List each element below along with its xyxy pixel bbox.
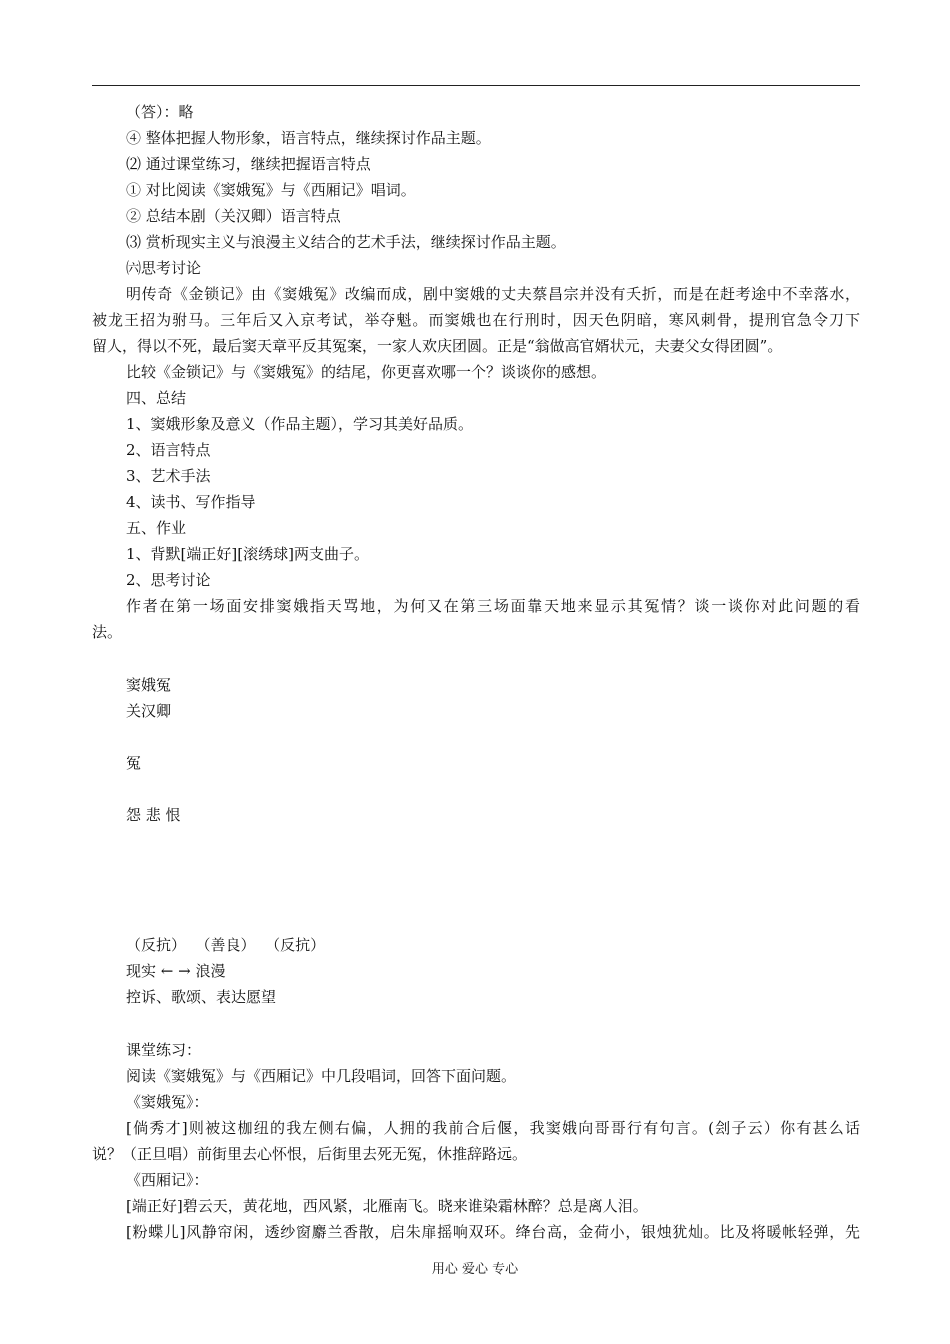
board-author: 关汉卿 [126, 702, 172, 720]
list-item: 2、思考讨论 [126, 571, 211, 589]
board-emotions: 怨 悲 恨 [126, 806, 181, 824]
paragraph-line: 法。 [92, 623, 123, 641]
quote-line: [倘秀才]则被这枷纽的我左侧右偏，人拥的我前合后偃，我窦娥向哥哥行有句言。(刽子云）你有甚么话 [126, 1119, 860, 1137]
board-center: 冤 [126, 754, 142, 772]
homework-heading: 五、作业 [126, 519, 187, 537]
step-c1: ① 对比阅读《窦娥冤》与《西厢记》唱词。 [126, 181, 416, 199]
step-4: ④ 整体把握人物形象，语言特点，继续探讨作品主题。 [126, 129, 491, 147]
answer-line: （答）：略 [126, 103, 194, 121]
list-item: 1、窦娥形象及意义（作品主题），学习其美好品质。 [126, 415, 474, 433]
exercise-label: 课堂练习： [126, 1041, 202, 1059]
quote-line: [粉蝶儿]风静帘闲，透纱窗麝兰香散，启朱扉摇响双环。绛台高，金荷小，银烛犹灿。比及将暖帐轻弹，先 [126, 1223, 860, 1241]
paragraph-line: 留人，得以不死，最后窦天章平反其冤案，一家人欢庆团圆。正是“翁做高官婿状元，夫妻父女得团圆”。 [92, 337, 783, 355]
list-item: 2、语言特点 [126, 441, 211, 459]
list-item: 3、艺术手法 [126, 467, 211, 485]
summary-heading: 四、总结 [126, 389, 187, 407]
board-traits: （反抗） （善良） （反抗） [126, 936, 326, 954]
step-b6: ㈥思考讨论 [126, 259, 202, 277]
quote-line: 说？（正旦唱）前街里去心怀恨，后街里去死无冤，休推辞路远。 [92, 1145, 528, 1163]
paragraph-line: 比较《金锁记》与《窦娥冤》的结尾，你更喜欢哪一个？谈谈你的感想。 [126, 363, 607, 381]
step-b2: ⑵ 通过课堂练习，继续把握语言特点 [126, 155, 371, 173]
step-b3: ⑶ 赏析现实主义与浪漫主义结合的艺术手法，继续探讨作品主题。 [126, 233, 566, 251]
paragraph-line: 作者在第一场面安排窦娥指天骂地，为何又在第三场面靠天地来显示其冤情？谈一谈你对此问题的看 [126, 597, 860, 615]
list-item: 1、背默[端正好][滚绣球]两支曲子。 [126, 545, 369, 563]
step-c2: ② 总结本剧（关汉卿）语言特点 [126, 207, 341, 225]
exercise-instruction: 阅读《窦娥冤》与《西厢记》中几段唱词，回答下面问题。 [126, 1067, 517, 1085]
header-rule [92, 85, 860, 86]
list-item: 4、读书、写作指导 [126, 493, 256, 511]
page-footer: 用心 爱心 专心 [431, 1262, 519, 1277]
paragraph-line: 被龙王招为驸马。三年后又入京考试，举夺魁。而窦娥也在行刑时，因天色阴暗，寒风刺骨，提刑官急令刀下 [92, 311, 860, 329]
paragraph-line: 明传奇《金锁记》由《窦娥冤》改编而成，剧中窦娥的丈夫蔡昌宗并没有夭折，而是在赶考途中不幸落水， [126, 285, 860, 303]
board-functions: 控诉、歌颂、表达愿望 [126, 988, 277, 1006]
board-title: 窦娥冤 [126, 676, 172, 694]
quote-line: [端正好]碧云天，黄花地，西风紧，北雁南飞。晓来谁染霜林醉？总是离人泪。 [126, 1197, 648, 1215]
source-title: 《西厢记》： [126, 1171, 209, 1189]
board-modes: 现实 ← → 浪漫 [126, 962, 226, 980]
source-title: 《窦娥冤》： [126, 1093, 209, 1111]
